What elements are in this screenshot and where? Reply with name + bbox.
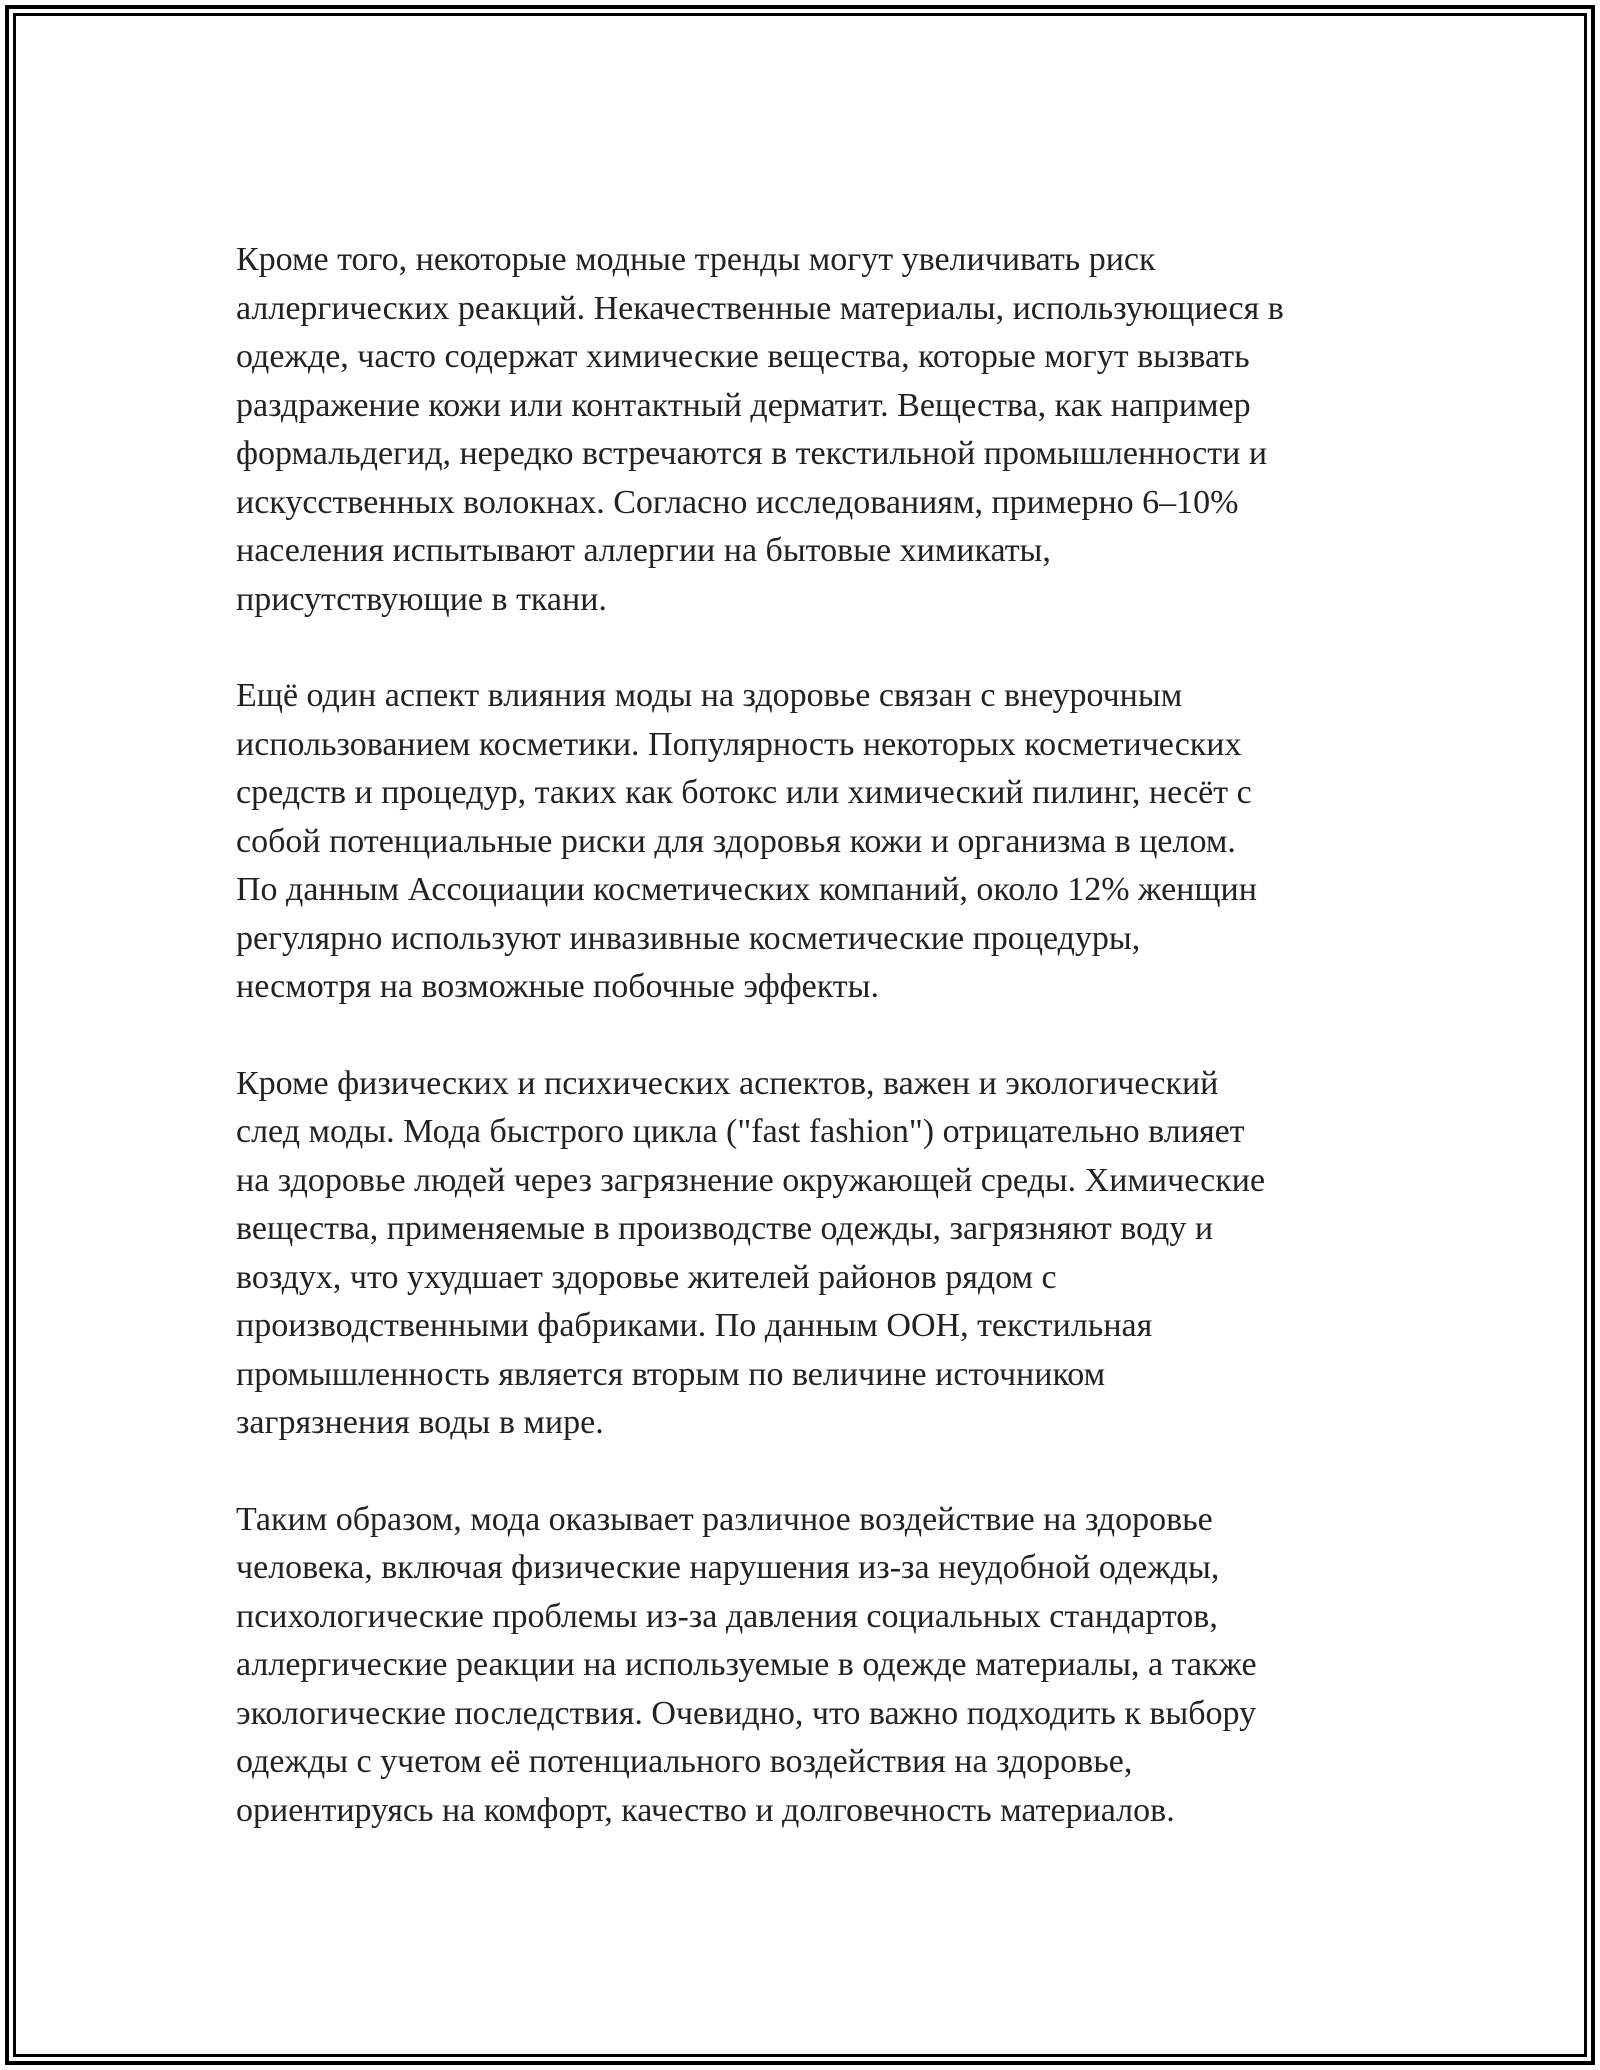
text-line: Кроме того, некоторые модные тренды могут увеличивать риск [236,241,1156,278]
paragraph-ecology [236,1060,1416,1448]
text-line: присутствующие в ткани. [236,580,607,618]
text-line: По данным Ассоциации косметических компаний, около 12% женщин [236,871,1257,908]
text-line: искусственных волокнах. Согласно исследованиям, примерно 6–10% [236,483,1239,521]
text-line: аллергические реакции на используемые в одежде материалы, а также [236,1646,1257,1683]
text-line: собой потенциальные риски для здоровья кожи и организма в целом. [236,822,1236,860]
text-line: одежды с учетом её потенциального воздействия на здоровье, [236,1743,1133,1780]
text-line: ориентируясь на комфорт, качество и долговечность материалов. [236,1791,1175,1829]
text-line: промышленность является вторым по величине источником [236,1355,1106,1393]
text-line: населения испытывают аллергии на бытовые химикаты, [236,532,1051,569]
text-line: одежде, часто содержат химические вещества, которые могут вызвать [236,338,1250,375]
text-line: след моды. Мода быстрого цикла ("fast fashion") отрицательно влияет [236,1113,1245,1150]
text-line: раздражение кожи или контактный дерматит. Вещества, как например [236,386,1251,424]
text-line: аллергических реакций. Некачественные материалы, использующиеся в [236,289,1284,327]
text-line: Кроме физических и психических аспектов, важен и экологический [236,1064,1219,1102]
text-line: Ещё один аспект влияния моды на здоровье связан с внеурочным [236,677,1183,714]
paragraph-allergy-risk [236,236,1416,624]
text-line: регулярно используют инвазивные косметические процедуры, [236,919,1141,957]
text-line: производственными фабриками. По данным ООН, текстильная [236,1307,1153,1344]
text-line: использованием косметики. Популярность некоторых косметических [236,725,1242,763]
text-line: несмотря на возможные побочные эффекты. [236,968,880,1005]
text-line: психологические проблемы из-за давления социальных стандартов, [236,1597,1218,1635]
text-line: воздух, что ухудшает здоровье жителей районов рядом с [236,1258,1057,1296]
paragraph-cosmetics [236,672,1416,1012]
text-line: человека, включая физические нарушения из-за неудобной одежды, [236,1549,1220,1586]
text-line: средств и процедур, таких как ботокс или химический пилинг, несёт с [236,774,1252,811]
document-body [236,236,1416,1883]
text-line: на здоровье людей через загрязнение окружающей среды. Химические [236,1161,1266,1199]
text-line: вещества, применяемые в производстве одежды, загрязняют воду и [236,1210,1214,1247]
paragraph-conclusion [236,1496,1416,1836]
text-line: загрязнения воды в мире. [236,1404,604,1441]
text-line: Таким образом, мода оказывает различное воздействие на здоровье [236,1500,1213,1538]
text-line: формальдегид, нередко встречаются в текстильной промышленности и [236,435,1268,472]
text-line: экологические последствия. Очевидно, что важно подходить к выбору [236,1694,1257,1732]
